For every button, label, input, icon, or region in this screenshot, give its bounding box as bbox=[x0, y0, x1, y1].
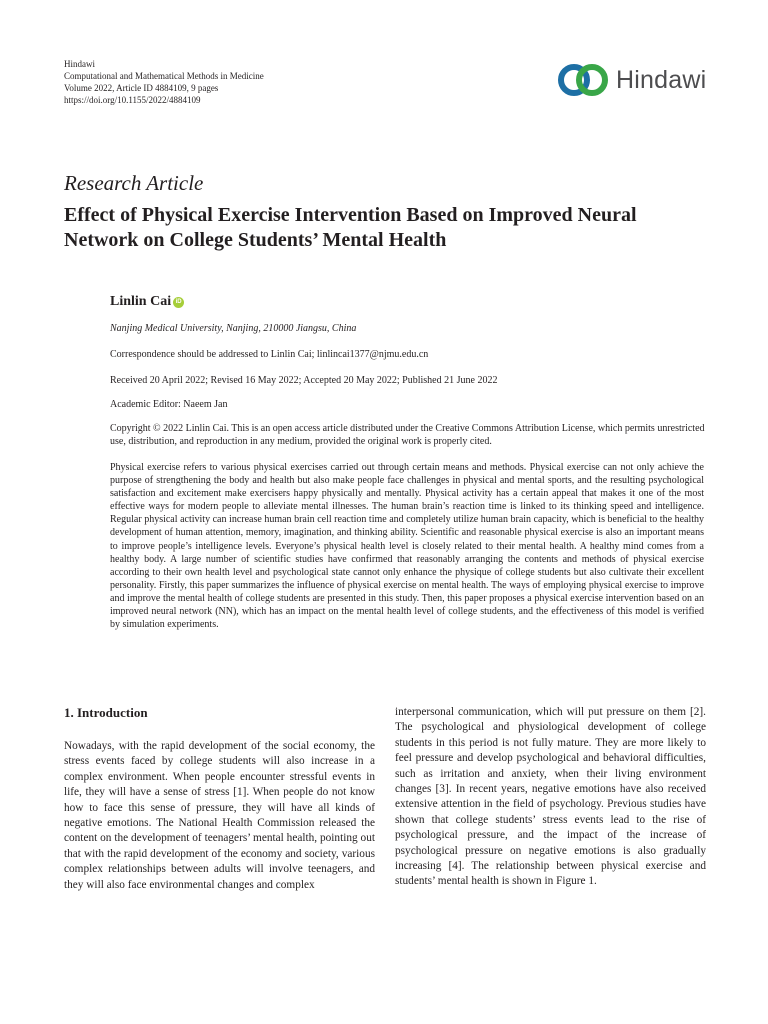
publication-dates: Received 20 April 2022; Revised 16 May 2022; Accepted 20 May 2022; Published 21 June 2022 bbox=[110, 375, 498, 386]
hindawi-logo bbox=[556, 62, 716, 98]
volume-info: Volume 2022, Article ID 4884109, 9 pages bbox=[64, 83, 219, 93]
section-heading-introduction: 1. Introduction bbox=[64, 705, 148, 720]
author-line bbox=[110, 294, 184, 310]
doi-link[interactable]: https://doi.org/10.1155/2022/4884109 bbox=[64, 95, 201, 105]
hindawi-logo-text: Hindawi bbox=[616, 66, 707, 94]
publisher-name: Hindawi bbox=[64, 59, 95, 69]
body-column-left bbox=[64, 705, 375, 893]
journal-name: Computational and Mathematical Methods in Medicine bbox=[64, 71, 264, 81]
affiliation: Nanjing Medical University, Nanjing, 210000 Jiangsu, China bbox=[110, 323, 357, 334]
body-column-right bbox=[395, 705, 706, 890]
hindawi-logo-icon bbox=[556, 62, 612, 98]
orcid-icon[interactable]: iD bbox=[173, 297, 184, 308]
copyright-notice: Copyright © 2022 Linlin Cai. This is an open access article distributed under the Creative Commons Attribution License, which permits unrestricted use, distribution, and reproduction in any medium, provided the original work is properly cited. bbox=[110, 423, 705, 447]
abstract: Physical exercise refers to various physical exercises carried out through certain means and methods. Physical exercise can not only achieve the purpose of strengthening the body and health but also make people face challenges in physical and mental sports, and the resulting psychological satisfaction and excitement make exercisers happy physically and mentally. Physical activity has a certain appeal that makes it one of the most effective ways for modern people to alleviate mental illnesses. The human brain’s reaction time is linked to its thinking speed and intelligence. Regular physical activity can increase human brain cell reaction time and completely utilize human brain capacity, which is beneficial to the healthy development of human attention, memory, imagination, and thinking ability. Scientific and reasonable physical exercise is also an important means to improve people’s intelligence levels. Everyone’s physical health level is closely related to their mental health. A healthy mind comes from a healthy body. A large number of scientific studies have confirmed that reasonably arranging the contents and methods of physical exercise according to their own health level and psychological state cannot only enhance the physique of college students but also cultivate their excellent personality. Firstly, this paper summarizes the influence of physical exercise on mental health. The ways of employing physical exercise to improve and improve the mental health of college students are presented in this study. Then, this paper proposes a physical exercise intervention based on an improved neural network (NN), which has an impact on the mental health level of college students, and the effectiveness of this model is verified by simulation experiments. bbox=[110, 462, 704, 631]
body-paragraph: Nowadays, with the rapid development of the social economy, the stress events faced by college students will also increase in a complex environment. When people encounter stressful events in life, they will have a sense of stress [1]. When people do not know how to face this sense of pressure, they will have all kinds of negative emotions. The National Health Commission released the content on the development of teenagers’ mental health, pointing out that with the rapid development of the economy and society, various complex relationships between adults will involve teenagers, and they will also face environmental changes and complex bbox=[64, 740, 375, 891]
journal-header bbox=[64, 58, 264, 106]
article-type: Research Article bbox=[64, 171, 204, 195]
article-title: Effect of Physical Exercise Intervention Based on Improved Neural Network on College Students’ Mental Health bbox=[64, 204, 637, 251]
body-paragraph: interpersonal communication, which will put pressure on them [2]. The psychological and physiological development of college students in this period is not fully mature. They are more likely to feel pressure and develop psychological and behavioral difficulties, such as irritation and anxiety, when their living environment changes [3]. In recent years, negative emotions have also received extensive attention in the field of psychology. Previous studies have shown that college students’ stress events lead to the rise of psychological pressure, and the impact of the increase of psychological pressure on negative emotions is also gradually increasing [4]. The relationship between physical exercise and students’ mental health is shown in Figure 1. bbox=[395, 706, 706, 888]
academic-editor: Academic Editor: Naeem Jan bbox=[110, 399, 228, 410]
correspondence: Correspondence should be addressed to Linlin Cai; linlincai1377@njmu.edu.cn bbox=[110, 349, 429, 360]
author-name[interactable]: Linlin Cai bbox=[110, 294, 172, 309]
